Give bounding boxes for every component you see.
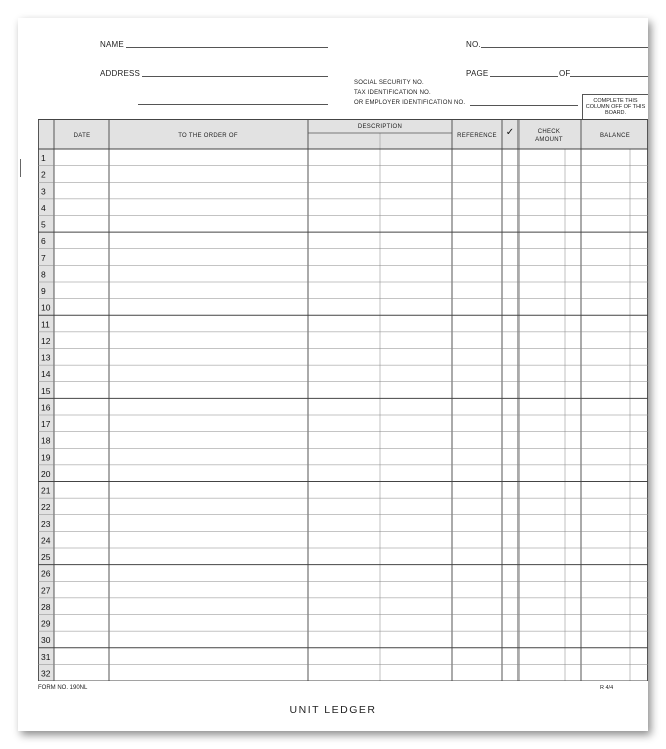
row-number: 31 bbox=[41, 651, 51, 662]
row-number: 7 bbox=[41, 252, 46, 263]
tin-label: TAX IDENTIFICATION NO. bbox=[354, 90, 431, 96]
row-number: 15 bbox=[41, 385, 51, 396]
col-header-reference: REFERENCE bbox=[457, 133, 497, 139]
row-number: 6 bbox=[41, 236, 46, 247]
row-number: 12 bbox=[41, 335, 51, 346]
page-field[interactable] bbox=[490, 76, 558, 77]
row-number: 29 bbox=[41, 618, 51, 629]
row-number: 18 bbox=[41, 435, 51, 446]
name-label: NAME bbox=[100, 40, 124, 49]
revision-code: R 4/4 bbox=[600, 685, 614, 691]
row-number: 32 bbox=[41, 668, 51, 679]
col-header-check: CHECK bbox=[537, 129, 561, 135]
col-header-date: DATE bbox=[73, 133, 91, 139]
page-label: PAGE bbox=[466, 69, 489, 78]
row-number: 25 bbox=[41, 552, 51, 562]
of-field[interactable] bbox=[570, 76, 648, 77]
col-header-description: DESCRIPTION bbox=[357, 124, 403, 130]
address-field-1[interactable] bbox=[142, 76, 328, 77]
row-number: 19 bbox=[41, 452, 51, 463]
row-number: 8 bbox=[41, 269, 46, 280]
address-label: ADDRESS bbox=[100, 69, 141, 78]
page-title: UNIT LEDGER bbox=[289, 704, 377, 716]
row-number: 2 bbox=[41, 169, 46, 180]
col-header-balance: BALANCE bbox=[599, 133, 631, 139]
row-number: 11 bbox=[41, 319, 50, 330]
ein-label: OR EMPLOYER IDENTIFICATION NO. bbox=[354, 100, 466, 106]
ssn-label: SOCIAL SECURITY NO. bbox=[354, 80, 424, 86]
row-number: 13 bbox=[41, 352, 51, 363]
row-number: 30 bbox=[41, 635, 51, 646]
row-number: 1 bbox=[41, 153, 46, 163]
no-field[interactable] bbox=[481, 47, 648, 48]
row-number: 21 bbox=[41, 485, 51, 496]
col-header-amount: AMOUNT bbox=[535, 137, 563, 143]
row-number: 4 bbox=[41, 202, 46, 213]
row-number: 14 bbox=[41, 369, 51, 380]
row-number: 17 bbox=[41, 419, 51, 429]
form-number: FORM NO. 190NL bbox=[38, 685, 88, 691]
margin-mark bbox=[20, 159, 21, 177]
row-number: 22 bbox=[41, 502, 51, 513]
ledger-sheet bbox=[18, 18, 648, 731]
name-field[interactable] bbox=[126, 47, 328, 48]
row-number: 9 bbox=[41, 286, 46, 296]
address-field-2[interactable] bbox=[138, 104, 328, 105]
of-label: OF bbox=[559, 69, 571, 78]
row-number: 16 bbox=[41, 402, 51, 413]
row-number: 28 bbox=[41, 601, 51, 612]
no-label: NO. bbox=[466, 40, 481, 49]
row-number: 3 bbox=[41, 186, 46, 197]
row-number: 20 bbox=[41, 468, 51, 479]
col-header-order: TO THE ORDER OF bbox=[178, 133, 238, 139]
row-number: 27 bbox=[41, 585, 51, 596]
row-number: 24 bbox=[41, 535, 51, 546]
check-mark-icon: ✓ bbox=[505, 127, 515, 138]
board-note: COMPLETE THIS COLUMN OFF OF THIS BOARD. bbox=[582, 94, 648, 120]
row-number: 26 bbox=[41, 568, 51, 579]
row-number: 5 bbox=[41, 219, 46, 230]
row-number: 23 bbox=[41, 518, 51, 529]
row-number: 10 bbox=[41, 302, 51, 313]
id-number-field[interactable] bbox=[470, 105, 578, 106]
ledger-table bbox=[38, 119, 648, 681]
